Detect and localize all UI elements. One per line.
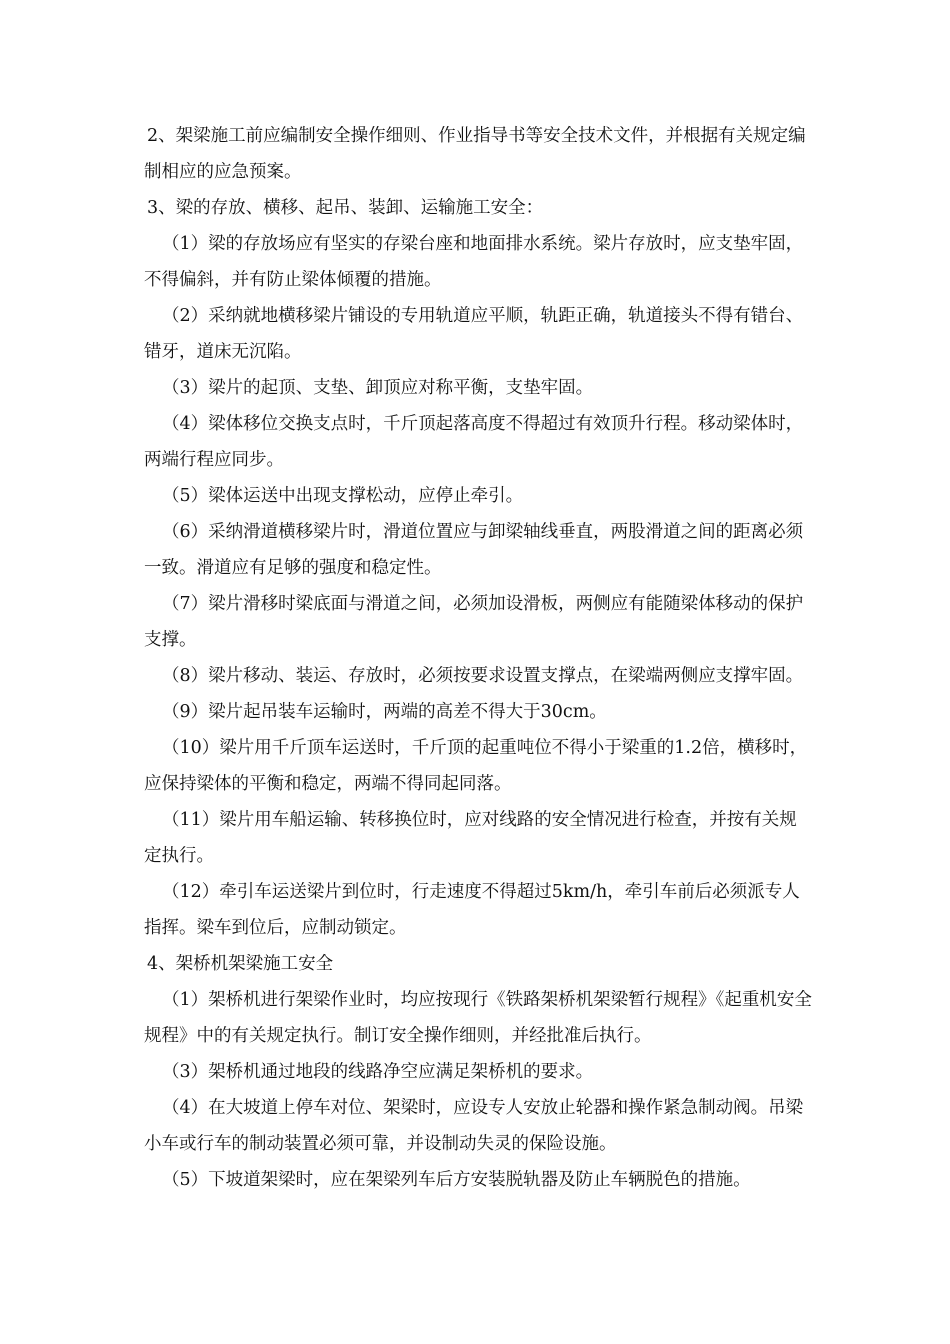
document-body (144, 118, 812, 1198)
list-item: （8）梁片移动、装运、存放时，必须按要求设置支撑点，在梁端两侧应支撑牢固。 (162, 666, 804, 686)
list-item: （3）梁片的起顶、支垫、卸顶应对称平衡，支垫牢固。 (162, 378, 594, 398)
list-item: （6）采纳滑道横移梁片时，滑道位置应与卸梁轴线垂直，两股滑道之间的距离必须一致。滑道应有足够的强度和稳定性。 (144, 522, 804, 578)
list-item: （3）架桥机通过地段的线路净空应满足架桥机的要求。 (162, 1062, 594, 1082)
list-item: （12）牵引车运送梁片到位时，行走速度不得超过5km/h，牵引车前后必须派专人指挥。梁车到位后，应制动锁定。 (144, 882, 800, 938)
section-heading: 4、架桥机架梁施工安全 (147, 954, 334, 974)
section-heading: 3、梁的存放、横移、起吊、装卸、运输施工安全： (147, 198, 544, 218)
list-item: （2）采纳就地横移梁片铺设的专用轨道应平顺，轨距正确，轨道接头不得有错台、错牙，道床无沉陷。 (144, 306, 804, 362)
list-item: （10）梁片用千斤顶车运送时，千斤顶的起重吨位不得小于梁重的1.2倍，横移时，应保持梁体的平衡和稳定，两端不得同起同落。 (144, 738, 808, 794)
list-item: （1）梁的存放场应有坚实的存梁台座和地面排水系统。梁片存放时，应支垫牢固，不得偏斜，并有防止梁体倾覆的措施。 (144, 234, 804, 290)
list-item: （5）梁体运送中出现支撑松动，应停止牵引。 (162, 486, 524, 506)
list-item: （11）梁片用车船运输、转移换位时，应对线路的安全情况进行检查，并按有关规定执行。 (144, 810, 797, 866)
list-item: （1）架桥机进行架梁作业时，均应按现行《铁路架桥机架梁暂行规程》《起重机安全规程》中的有关规定执行。制订安全操作细则，并经批准后执行。 (144, 990, 812, 1046)
list-item: （4）在大坡道上停车对位、架梁时，应设专人安放止轮器和操作紧急制动阀。吊梁小车或行车的制动装置必须可靠，并设制动失灵的保险设施。 (144, 1098, 804, 1154)
list-item: （5）下坡道架梁时，应在架梁列车后方安装脱轨器及防止车辆脱色的措施。 (162, 1170, 751, 1190)
list-item: （4）梁体移位交换支点时，千斤顶起落高度不得超过有效顶升行程。移动梁体时，两端行程应同步。 (144, 414, 804, 470)
list-item: （7）梁片滑移时梁底面与滑道之间，必须加设滑板，两侧应有能随梁体移动的保护支撑。 (144, 594, 804, 650)
list-item: （9）梁片起吊装车运输时，两端的高差不得大于30cm。 (162, 702, 607, 722)
paragraph: 2、架梁施工前应编制安全操作细则、作业指导书等安全技术文件，并根据有关规定编制相应的应急预案。 (144, 126, 806, 182)
